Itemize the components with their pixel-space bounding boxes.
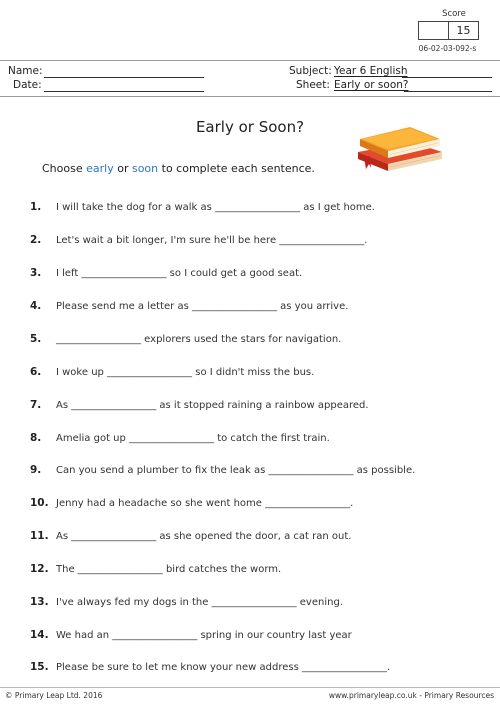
score-total: 15 xyxy=(448,21,479,40)
question-number: 12. xyxy=(30,563,49,575)
question-number: 8. xyxy=(30,432,42,444)
instruction-post: to complete each sentence. xyxy=(158,162,315,175)
question-number: 11. xyxy=(30,530,49,542)
header-divider-top xyxy=(0,60,500,61)
instruction-pre: Choose xyxy=(42,162,87,175)
question-number: 13. xyxy=(30,596,49,608)
keyword-soon: soon xyxy=(131,162,159,175)
question-number: 5. xyxy=(30,333,42,345)
sheet-label: Sheet: xyxy=(296,79,330,91)
footer-website: www.primaryleap.co.uk - Primary Resources xyxy=(328,691,494,700)
question-text[interactable]: I've always fed my dogs in the _________________ evening. xyxy=(56,597,343,608)
question-text[interactable]: Please send me a letter as _________________ as you arrive. xyxy=(56,301,349,312)
question-text[interactable]: We had an _________________ spring in our country last year xyxy=(56,630,352,641)
question-number: 1. xyxy=(30,201,42,213)
question-number: 15. xyxy=(30,661,49,673)
question-text[interactable]: I woke up _________________ so I didn't miss the bus. xyxy=(56,367,315,378)
question-number: 14. xyxy=(30,629,49,641)
question-text[interactable]: Please be sure to let me know your new address _________________. xyxy=(56,662,391,673)
name-label: Name: xyxy=(8,65,43,77)
question-text[interactable]: Can you send a plumber to fix the leak as _________________ as possible. xyxy=(56,465,416,476)
question-number: 7. xyxy=(30,399,42,411)
question-text[interactable]: Jenny had a headache so she went home _________________. xyxy=(56,498,354,509)
header-divider-bottom xyxy=(0,96,500,97)
question-number: 4. xyxy=(30,300,42,312)
question-number: 3. xyxy=(30,267,42,279)
question-text[interactable]: Amelia got up _________________ to catch the first train. xyxy=(56,433,330,444)
score-label: Score xyxy=(442,9,466,19)
sheet-underline xyxy=(404,91,492,92)
sheet-id: 06-02-03-092-s xyxy=(418,44,477,53)
question-number: 2. xyxy=(30,234,42,246)
footer-divider xyxy=(0,687,500,688)
page-title: Early or Soon? xyxy=(195,118,305,136)
keyword-early: early xyxy=(86,162,114,175)
name-field[interactable] xyxy=(44,77,204,78)
question-text[interactable]: I left _________________ so I could get a good seat. xyxy=(56,268,303,279)
question-number: 6. xyxy=(30,366,42,378)
score-input-box[interactable] xyxy=(418,21,449,40)
subject-value: Year 6 English xyxy=(334,65,408,77)
footer-copyright: © Primary Leap Ltd. 2016 xyxy=(5,691,103,700)
subject-underline xyxy=(402,77,492,78)
question-number: 10. xyxy=(30,497,49,509)
books-illustration xyxy=(354,112,444,174)
date-field[interactable] xyxy=(44,91,204,92)
question-text[interactable]: As _________________ as she opened the door, a cat ran out. xyxy=(56,531,352,542)
question-text[interactable]: The _________________ bird catches the worm. xyxy=(56,564,282,575)
instructions xyxy=(42,162,315,175)
question-text[interactable]: As _________________ as it stopped raining a rainbow appeared. xyxy=(56,400,369,411)
question-text[interactable]: _________________ explorers used the stars for navigation. xyxy=(56,334,342,345)
question-text[interactable]: Let's wait a bit longer, I'm sure he'll be here _________________. xyxy=(56,235,368,246)
question-number: 9. xyxy=(30,464,42,476)
sheet-value: Early or soon? xyxy=(334,79,409,91)
question-text[interactable]: I will take the dog for a walk as _________________ as I get home. xyxy=(56,202,375,213)
instruction-mid: or xyxy=(113,162,132,175)
date-label: Date: xyxy=(13,79,42,91)
subject-label: Subject: xyxy=(289,65,332,77)
